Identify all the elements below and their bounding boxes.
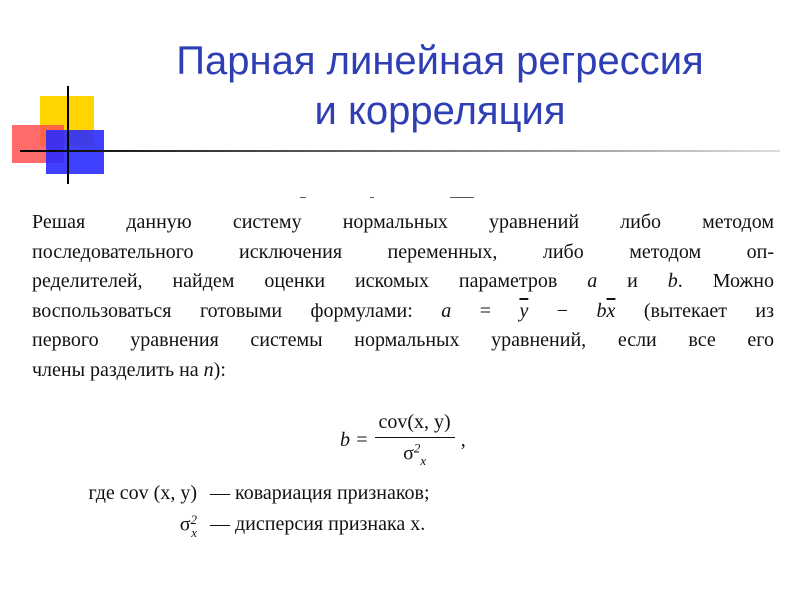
body-line-3: ределителей, найдем оценки искомых параметров a и b. Можно bbox=[32, 270, 775, 292]
body-line-4: воспользоваться готовыми формулами: $a = \overline{y} - b\overline{x}$ (вытекает из bbox=[32, 299, 775, 322]
definition-term: где cov (x, y) bbox=[88, 482, 197, 504]
formula-b bbox=[340, 408, 466, 472]
decor-vertical-line bbox=[67, 86, 69, 184]
var-b: b bbox=[667, 270, 678, 292]
x-bar: $\overline{x}$ bbox=[606, 299, 616, 322]
formula-numerator: cov(x, y) bbox=[375, 411, 455, 438]
title-underline bbox=[20, 150, 780, 152]
y-bar: $\overline{y}$ bbox=[519, 299, 529, 322]
scan-artifact bbox=[300, 194, 480, 202]
body-line-6: члены разделить на n): bbox=[32, 358, 226, 381]
slide-title bbox=[120, 36, 760, 136]
var-a: a bbox=[587, 270, 598, 292]
var-n: n bbox=[203, 358, 214, 381]
formula-comma: , bbox=[460, 428, 466, 451]
definition-desc: — ковариация признаков; bbox=[210, 482, 430, 504]
definition-term: σ 2 x bbox=[179, 512, 197, 540]
body-line-2: последовательного исключения переменных, либо методом оп- bbox=[32, 240, 774, 263]
decor-blue-square bbox=[46, 130, 104, 174]
slide-title-line2: и корреляция bbox=[314, 89, 566, 133]
formula-lhs: b = bbox=[340, 428, 369, 451]
slide-title-line1: Парная линейная регрессия bbox=[176, 39, 704, 83]
formula-fraction bbox=[375, 411, 455, 469]
body-line-5: первого уравнения системы нормальных уравнений, если все его bbox=[32, 329, 774, 351]
definition-desc: — дисперсия признака x. bbox=[210, 513, 426, 535]
formula-denominator: $\sigma^2_x$ bbox=[403, 440, 427, 468]
body-paragraph bbox=[32, 208, 774, 385]
body-line-1: Решая данную систему нормальных уравнений либо методом bbox=[32, 211, 774, 233]
